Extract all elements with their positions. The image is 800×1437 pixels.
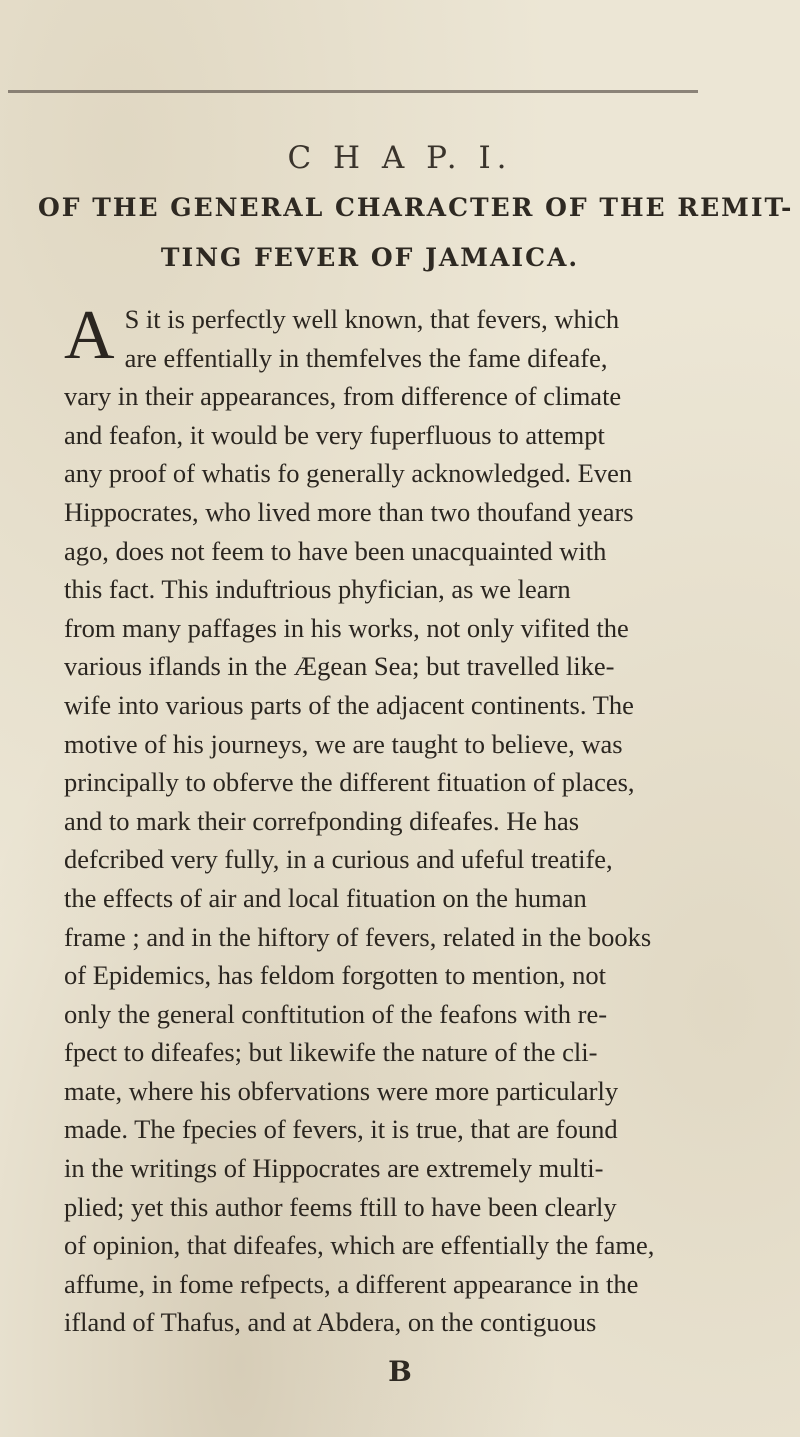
chapter-heading: C H A P. I.	[287, 140, 513, 176]
text-line: are effentially in themfelves the fame difeafe,	[124, 342, 608, 373]
text-line: mate, where his obfervations were more particularly	[64, 1075, 619, 1106]
text-line: ifland of Thafus, and at Abdera, on the contiguous	[64, 1307, 597, 1338]
text-line: defcribed very fully, in a curious and ufeful treatife,	[64, 844, 613, 875]
text-line: of Epidemics, has feldom forgotten to mention, not	[64, 960, 606, 991]
text-line: wife into various parts of the adjacent continents. The	[64, 689, 634, 720]
chapter-title-line-2: TING FEVER OF JAMAICA.	[160, 243, 580, 272]
text-line: motive of his journeys, we are taught to believe, was	[64, 728, 623, 759]
text-line: frame ; and in the hiftory of fevers, related in the books	[64, 921, 652, 952]
text-line: Hippocrates, who lived more than two thoufand years	[64, 496, 634, 527]
text-line: vary in their appearances, from difference of climate	[64, 381, 622, 412]
text-line: and to mark their correfponding difeafes. He has	[64, 805, 580, 836]
text-line: ago, does not feem to have been unacquainted with	[64, 535, 607, 566]
drop-cap: A	[64, 297, 115, 374]
text-line: only the general conftitution of the feafons with re-	[64, 998, 608, 1029]
text-line: principally to obferve the different fituation of places,	[64, 767, 635, 798]
text-line: plied; yet this author feems ftill to have been clearly	[64, 1191, 617, 1222]
signature-mark: B	[388, 1355, 412, 1388]
top-rule	[8, 90, 698, 93]
text-line: in the writings of Hippocrates are extremely multi-	[64, 1153, 604, 1184]
text-line: from many paffages in his works, not only vifited the	[64, 612, 629, 643]
text-line: S it is perfectly well known, that fevers, which	[124, 304, 620, 334]
body-text	[64, 297, 754, 1342]
chapter-title-line-1: OF THE GENERAL CHARACTER OF THE REMIT-	[38, 193, 794, 222]
text-line: and feafon, it would be very fuperfluous to attempt	[64, 419, 605, 450]
text-line: any proof of whatis fo generally acknowledged. Even	[64, 458, 633, 489]
text-line: various iflands in the Ægean Sea; but travelled like-	[64, 651, 615, 682]
text-line: fpect to difeafes; but likewife the nature of the cli-	[64, 1037, 598, 1068]
text-line: made. The fpecies of fevers, it is true, that are found	[64, 1114, 618, 1145]
text-line: of opinion, that difeafes, which are effentially the fame,	[64, 1230, 655, 1261]
text-line: this fact. This induftrious phyfician, as we learn	[64, 574, 571, 605]
text-line: the effects of air and local fituation on the human	[64, 882, 587, 913]
text-line: affume, in fome refpects, a different appearance in the	[64, 1268, 639, 1299]
